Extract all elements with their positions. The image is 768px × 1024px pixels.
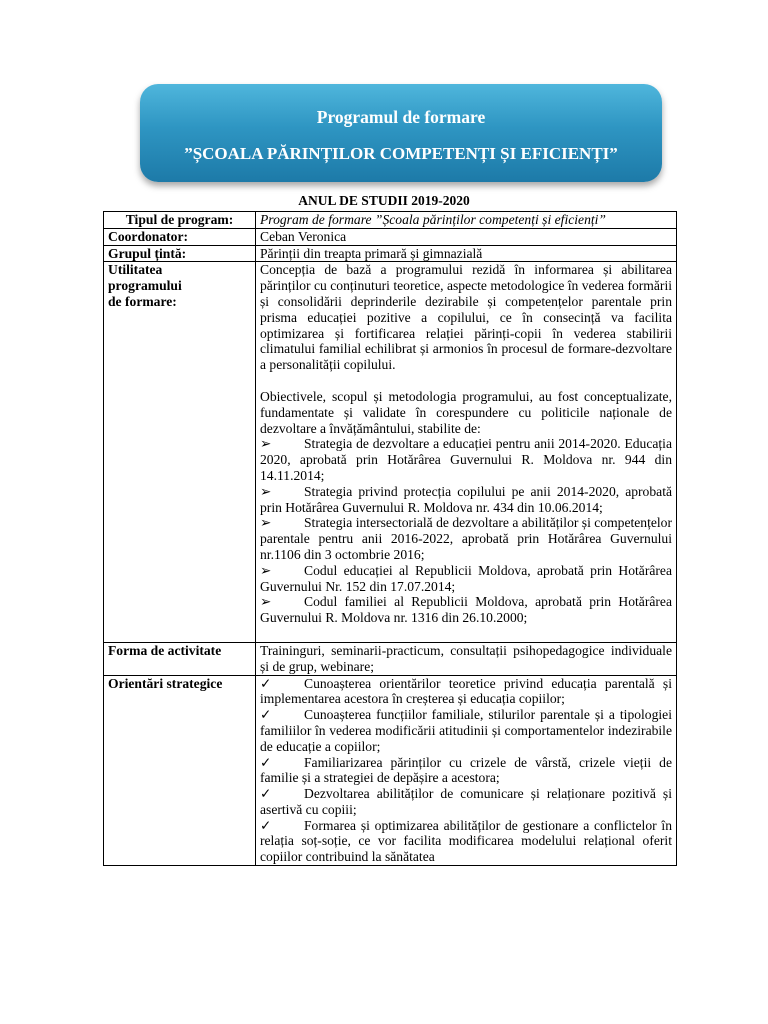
program-table [103, 211, 677, 866]
table-row [104, 675, 677, 866]
table-row [104, 245, 677, 262]
checkmark-icon: ✓ [260, 707, 272, 723]
row-value [256, 262, 677, 643]
arrow-bullet-icon: ➢ [260, 594, 272, 610]
label-line: programului [108, 278, 182, 294]
academic-year: ANUL DE STUDII 2019-2020 [298, 193, 470, 208]
list-item: ✓ Dezvoltarea abilităților de comunicare și relaționare pozitivă și asertivă cu copiii; [260, 786, 672, 817]
list-item: ➢ Strategia privind protecția copilului pe anii 2014-2020, aprobată prin Hotărârea Guvernului R. Moldova nr. 434 din 10.06.2014; [260, 483, 672, 515]
row-label: Grupul țintă: [104, 245, 256, 262]
arrow-bullet-icon: ➢ [260, 483, 272, 499]
list-item: ✓ Formarea și optimizarea abilităților de gestionare a conflictelor în relația soț-soție, ce vor facilita modificarea modelului relațional oferit copiilor contribuind la sănătatea [260, 817, 672, 865]
arrow-bullet-icon: ➢ [260, 562, 272, 578]
arrow-bullet-icon: ➢ [260, 436, 272, 452]
list-item: ➢ Codul familiei al Republicii Moldova, aprobată prin Hotărârea Guvernului R. Moldova nr. 1316 din 26.10.2000; [260, 594, 672, 626]
list-item: ✓ Familiarizarea părinților cu crizele de vârstă, crizele vieții de familie și a strategiei de depășire a acestora; [260, 754, 672, 786]
row-value: Traininguri, seminarii-practicum, consultații psihopedagogice individuale și de grup, webinare; [256, 642, 677, 675]
paragraph: Obiectivele, scopul și metodologia programului, au fost conceptualizate, fundamentate și validate în corespundere cu politicile naționale de dezvoltare a învățământului, stabilite de: [260, 388, 672, 436]
checkmark-icon: ✓ [260, 675, 272, 691]
label-line: de formare: [108, 293, 177, 309]
table-row [104, 642, 677, 675]
checkmark-icon: ✓ [260, 786, 272, 802]
table-row [104, 262, 677, 643]
list-item: ➢ Codul educației al Republicii Moldova, aprobată prin Hotărârea Guvernului Nr. 152 din 17.07.2014; [260, 562, 672, 594]
banner-title: Programul de formare [316, 107, 486, 127]
row-value [256, 675, 677, 866]
row-label: Tipul de program: [104, 212, 256, 229]
row-label: Forma de activitate [104, 642, 256, 675]
table-row [104, 228, 677, 245]
row-label: Orientări strategice [104, 675, 256, 866]
checkmark-icon: ✓ [260, 754, 272, 770]
title-banner [140, 84, 662, 182]
row-value: Ceban Veronica [256, 228, 677, 245]
list-item: ➢ Strategia intersectorială de dezvoltare a abilităților și competențelor parentale pentru anii 2016-2022, aprobată prin Hotărârea Guvernului nr.1106 din 3 octombrie 2016; [260, 515, 673, 562]
row-value: Program de formare ”Școala părinților competenți și eficienți” [256, 212, 677, 229]
list-item: ➢ Strategia de dezvoltare a educației pentru anii 2014-2020. Educația 2020, aprobată prin Hotărârea Guvernului R. Moldova nr. 944 din 14.11.2014; [260, 436, 672, 483]
list-item: ✓ Cunoașterea orientărilor teoretice privind educația parentală și implementarea acestora în creșterea și educația copiilor; [260, 675, 672, 707]
checkmark-icon: ✓ [260, 817, 272, 833]
list-item: ✓ Cunoașterea funcțiilor familiale, stilurilor parentale și a tipologiei familiilor în vederea modificării atitudinii și comportamentelor indezirabile de educație a copiilor; [260, 707, 672, 754]
row-value: Părinții din treapta primară și gimnazială [256, 245, 677, 262]
banner-subtitle: ”ȘCOALA PĂRINȚILOR COMPETENȚI ȘI EFICIENȚI” [184, 144, 618, 163]
arrow-bullet-icon: ➢ [260, 515, 272, 531]
table-row [104, 212, 677, 229]
row-label [104, 262, 256, 643]
row-label: Coordonator: [104, 228, 256, 245]
paragraph: Concepția de bază a programului rezidă în informarea și abilitarea părinților cu conținuturi teoretice, aspecte metodologice în vederea formării și consolidării deprinderile dezirabile și competențelor parentale prin prisma educației pozitive a copilului, ce în consecință va facilita optimizarea și fortificarea relației părinți-copii în vederea stabilirii climatului familial echilibrat și armonios în procesul de formare-dezvoltare a personalității copilului. [260, 262, 672, 373]
label-line: Utilitatea [108, 262, 163, 278]
